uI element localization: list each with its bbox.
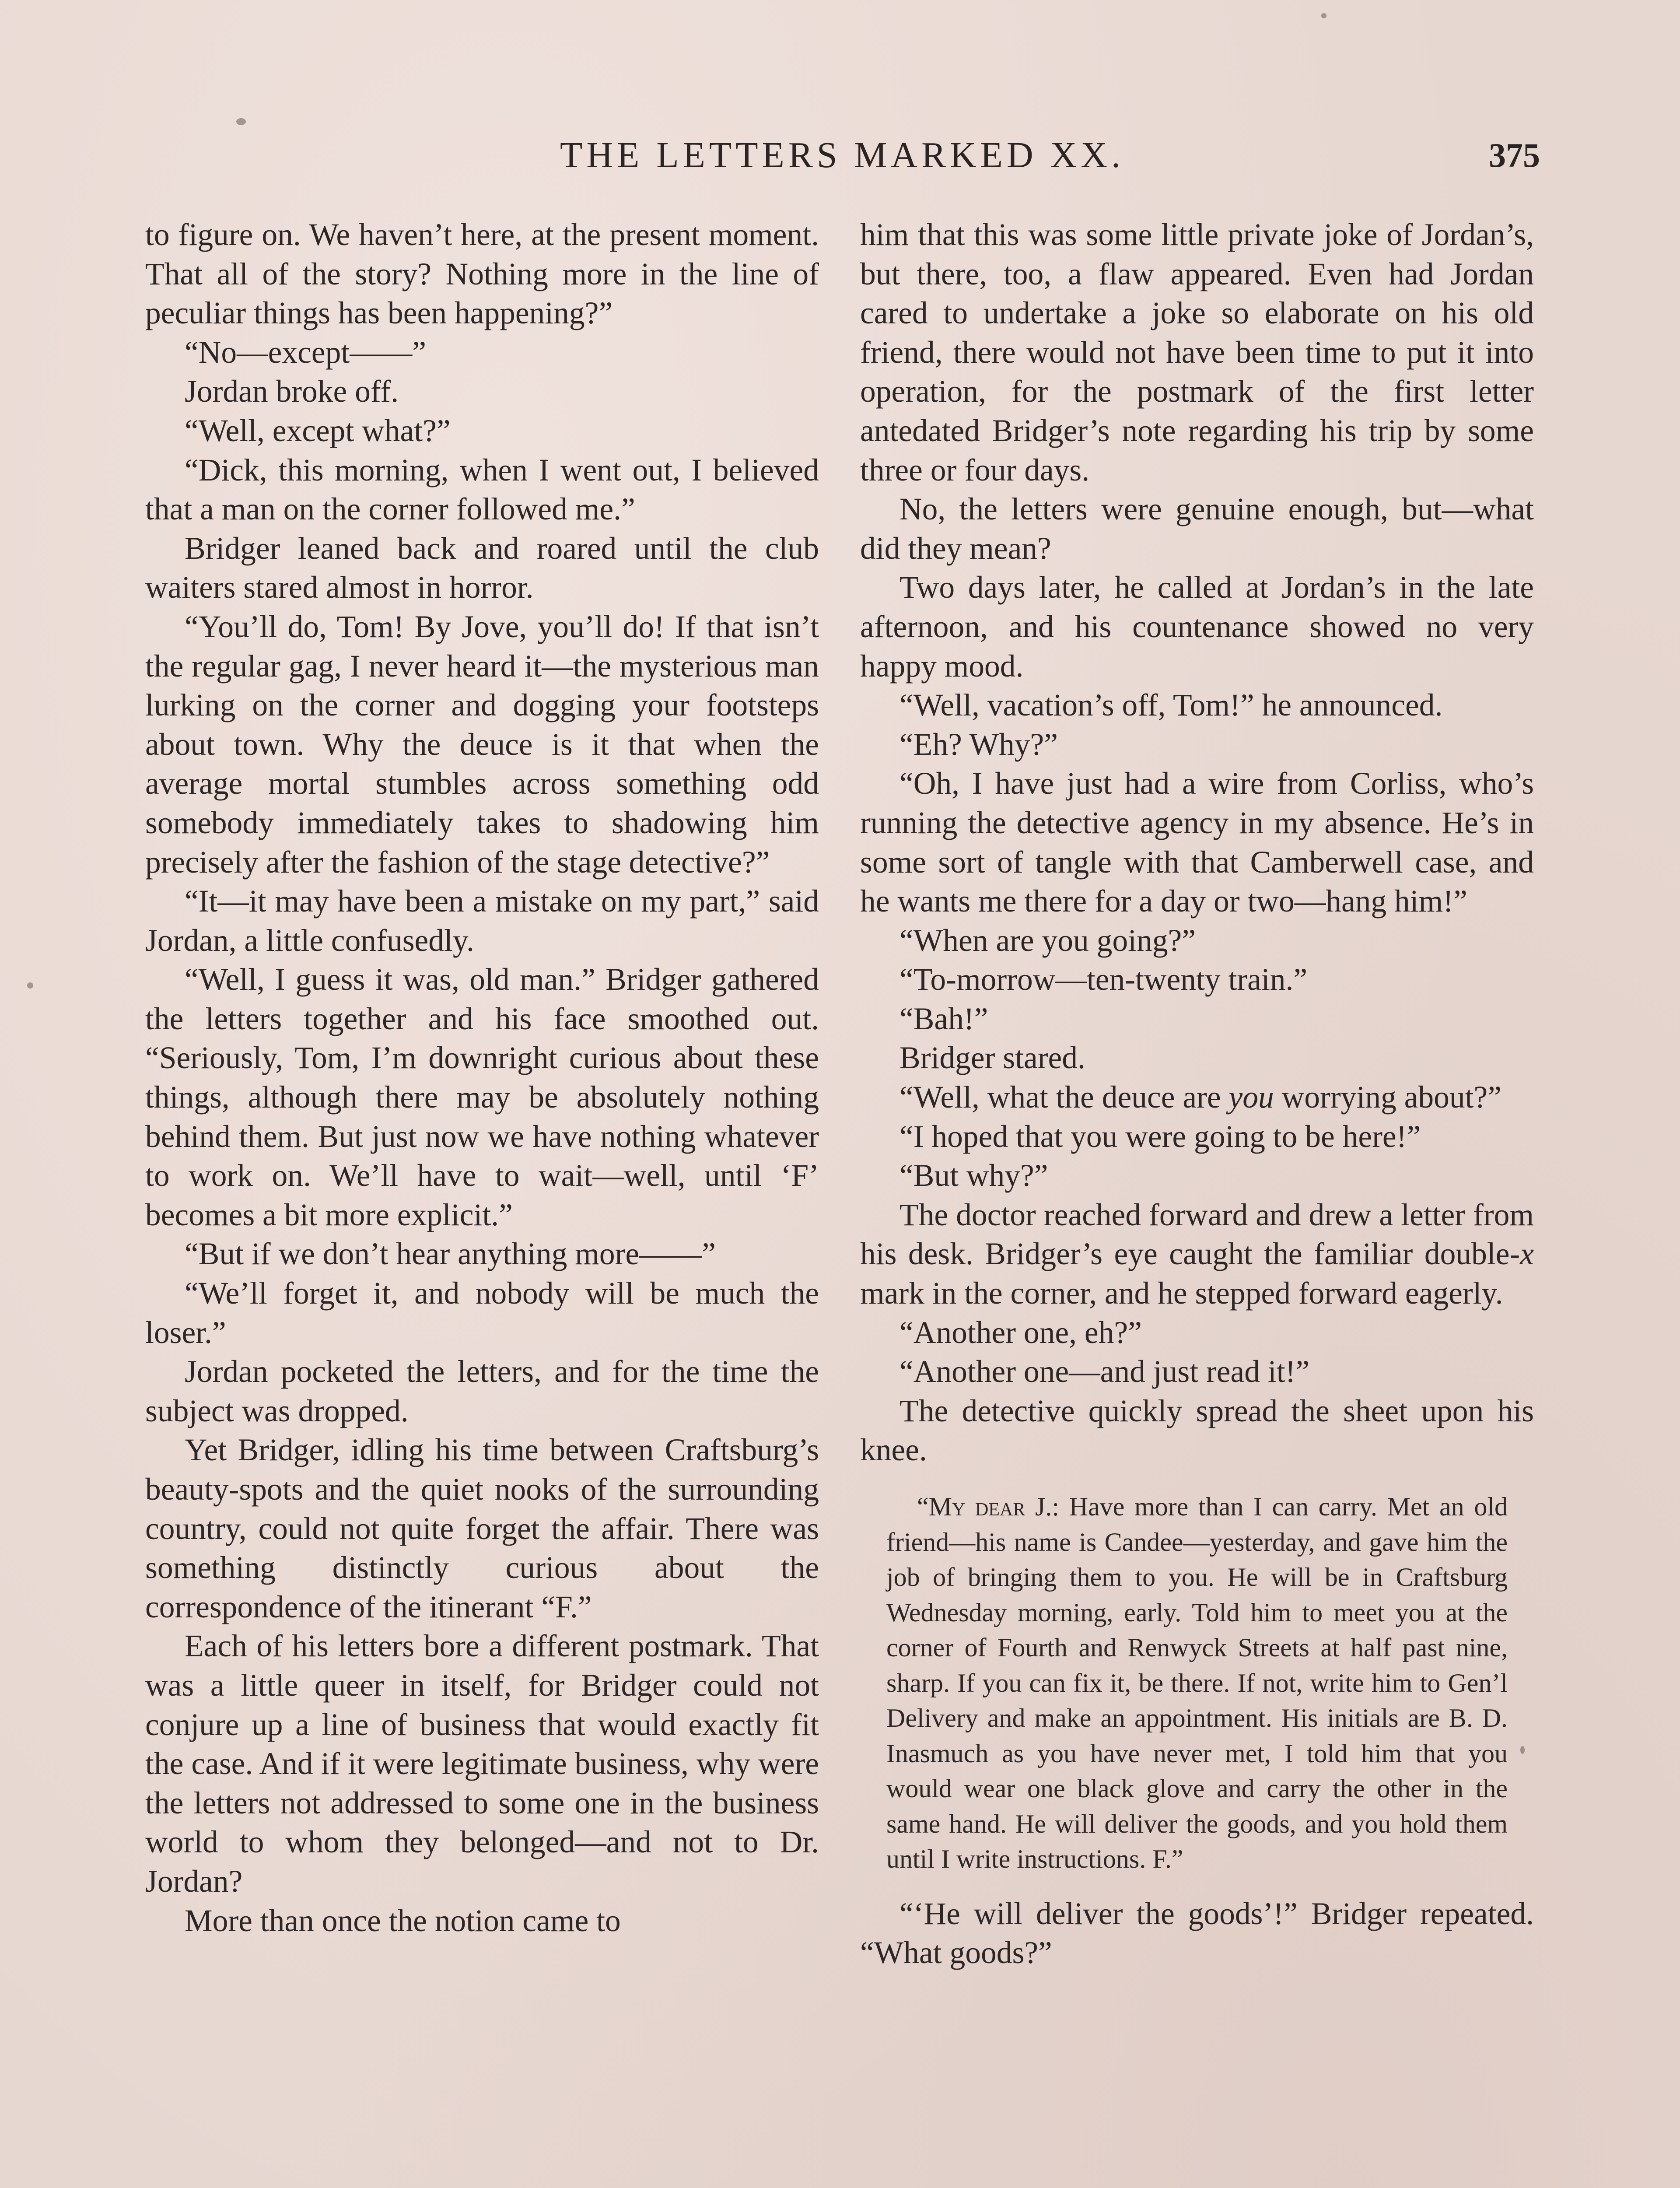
paragraph: “When are you going?” (900, 923, 1196, 958)
paragraph: Jordan broke off. (185, 374, 399, 409)
paragraph: “You’ll do, Tom! By Jove, you’ll do! If that isn’t the regular gag, I never heard it—the mysterious man lurking on the corner and dogging your footsteps about town. Why the deuce is it that when the average mortal stumbles across something odd somebody immediately takes to shadowing him precisely after the fashion of the stage detective?” (145, 609, 819, 880)
paragraph: “We’ll forget it, and nobody will be much the loser.” (145, 1276, 819, 1350)
paper-speck (236, 118, 246, 125)
paragraph: “‘He will deliver the goods’!” Bridger repeated. “What goods?” (860, 1896, 1534, 1971)
letter-salutation: “My dear (917, 1492, 1026, 1521)
paragraph: Yet Bridger, idling his time between Craftsburg’s beauty-spots and the quiet nooks of the surrounding country, could not quite forget the affair. There was something distinctly curious about the correspondence of the itinerant “F.” (145, 1433, 819, 1624)
paragraph: Jordan pocketed the letters, and for the time the subject was dropped. (145, 1354, 819, 1428)
paragraph: “No—except——” (185, 335, 426, 370)
emphasis: you (1228, 1080, 1274, 1115)
paper-speck (1520, 1746, 1525, 1754)
paper-speck (1321, 13, 1326, 18)
right-column (860, 215, 1534, 1973)
paragraph: “Well, except what?” (185, 413, 451, 448)
paragraph: Bridger leaned back and roared until the club waiters stared almost in horror. (145, 531, 819, 605)
letter-text (886, 1489, 1508, 1877)
letter-body: J.: Have more than I can carry. Met an old friend—his name is Candee—yesterday, and gave him the job of bringing them to you. He will be in Craftsburg Wednesday morning, early. Told him to meet you at the corner of Fourth and Renwyck Streets at half past nine, sharp. If you can fix it, be there. If not, write him to Gen’l Delivery and make an appointment. His initials are B. D. Inasmuch as you have never met, I told him that you would wear one black glove and carry the other in the same hand. He will deliver the goods, and you hold them until I write instructions. F.” (886, 1492, 1508, 1873)
quoted-letter (886, 1489, 1508, 1877)
left-column (145, 215, 819, 1940)
paragraph: Each of his letters bore a different postmark. That was a little queer in itself, for Bridger could not conjure up a line of business that would exactly fit the case. And if it were legitimate business, why were the letters not addressed to some one in the business world to whom they belonged—and not to Dr. Jordan? (145, 1629, 819, 1899)
text-run: The doctor reached forward and drew a letter from his desk. Bridger’s eye caught the familiar double- (860, 1197, 1534, 1272)
paragraph: “Dick, this morning, when I went out, I believed that a man on the corner followed me.” (145, 452, 819, 527)
paragraph (860, 1196, 1534, 1313)
paragraph: More than once the notion came to (185, 1903, 621, 1938)
running-head (144, 131, 1540, 179)
paragraph: “To-morrow—ten-twenty train.” (900, 962, 1308, 997)
paragraph: “Eh? Why?” (900, 727, 1058, 762)
text-run: “Well, what the deuce are (900, 1080, 1229, 1115)
paragraph: “It—it may have been a mistake on my part,” said Jordan, a little confusedly. (145, 884, 819, 958)
text-run: mark in the corner, and he stepped forward eagerly. (860, 1276, 1503, 1311)
paragraph: “But why?” (900, 1158, 1048, 1193)
paragraph: No, the letters were genuine enough, but—what did they mean? (860, 492, 1534, 566)
emphasis: x (1520, 1237, 1534, 1272)
paragraph: him that this was some little private joke of Jordan’s, but there, too, a flaw appeared. Even had Jordan cared to undertake a joke so elaborate on his old friend, there would not have been time to put it into operation, for the postmark of the first letter antedated Bridger’s note regarding his trip by some three or four days. (860, 217, 1534, 487)
paragraph: “Bah!” (900, 1001, 988, 1036)
paragraph: “But if we don’t hear anything more——” (185, 1237, 716, 1272)
paragraph: The detective quickly spread the sheet upon his knee. (860, 1393, 1534, 1468)
paragraph: Two days later, he called at Jordan’s in the late afternoon, and his countenance showed no very happy mood. (860, 570, 1534, 684)
paragraph: Bridger stared. (900, 1041, 1085, 1076)
paragraph: “Oh, I have just had a wire from Corliss, who’s running the detective agency in my absence. He’s in some sort of tangle with that Camberwell case, and he wants me there for a day or two—hang him!” (860, 766, 1534, 919)
paragraph: “Another one—and just read it!” (900, 1354, 1310, 1389)
running-title: THE LETTERS MARKED XX. (560, 135, 1124, 175)
paragraph: “Well, I guess it was, old man.” Bridger gathered the letters together and his face smoothed out. “Seriously, Tom, I’m downright curious about these things, although there may be absolutely nothing behind them. But just now we have nothing whatever to work on. We’ll have to wait—well, until ‘F’ becomes a bit more explicit.” (145, 962, 819, 1232)
page-number: 375 (1489, 136, 1540, 174)
paragraph (860, 1078, 1534, 1117)
paragraph: “I hoped that you were going to be here!” (900, 1119, 1421, 1154)
paragraph: “Another one, eh?” (900, 1315, 1142, 1350)
paper-speck (27, 982, 33, 989)
paragraph: “Well, vacation’s off, Tom!” he announced. (900, 688, 1443, 723)
text-run: worrying about?” (1274, 1080, 1502, 1115)
paragraph: to figure on. We haven’t here, at the present moment. That all of the story? Nothing more in the line of peculiar things has been happening?” (145, 217, 819, 331)
